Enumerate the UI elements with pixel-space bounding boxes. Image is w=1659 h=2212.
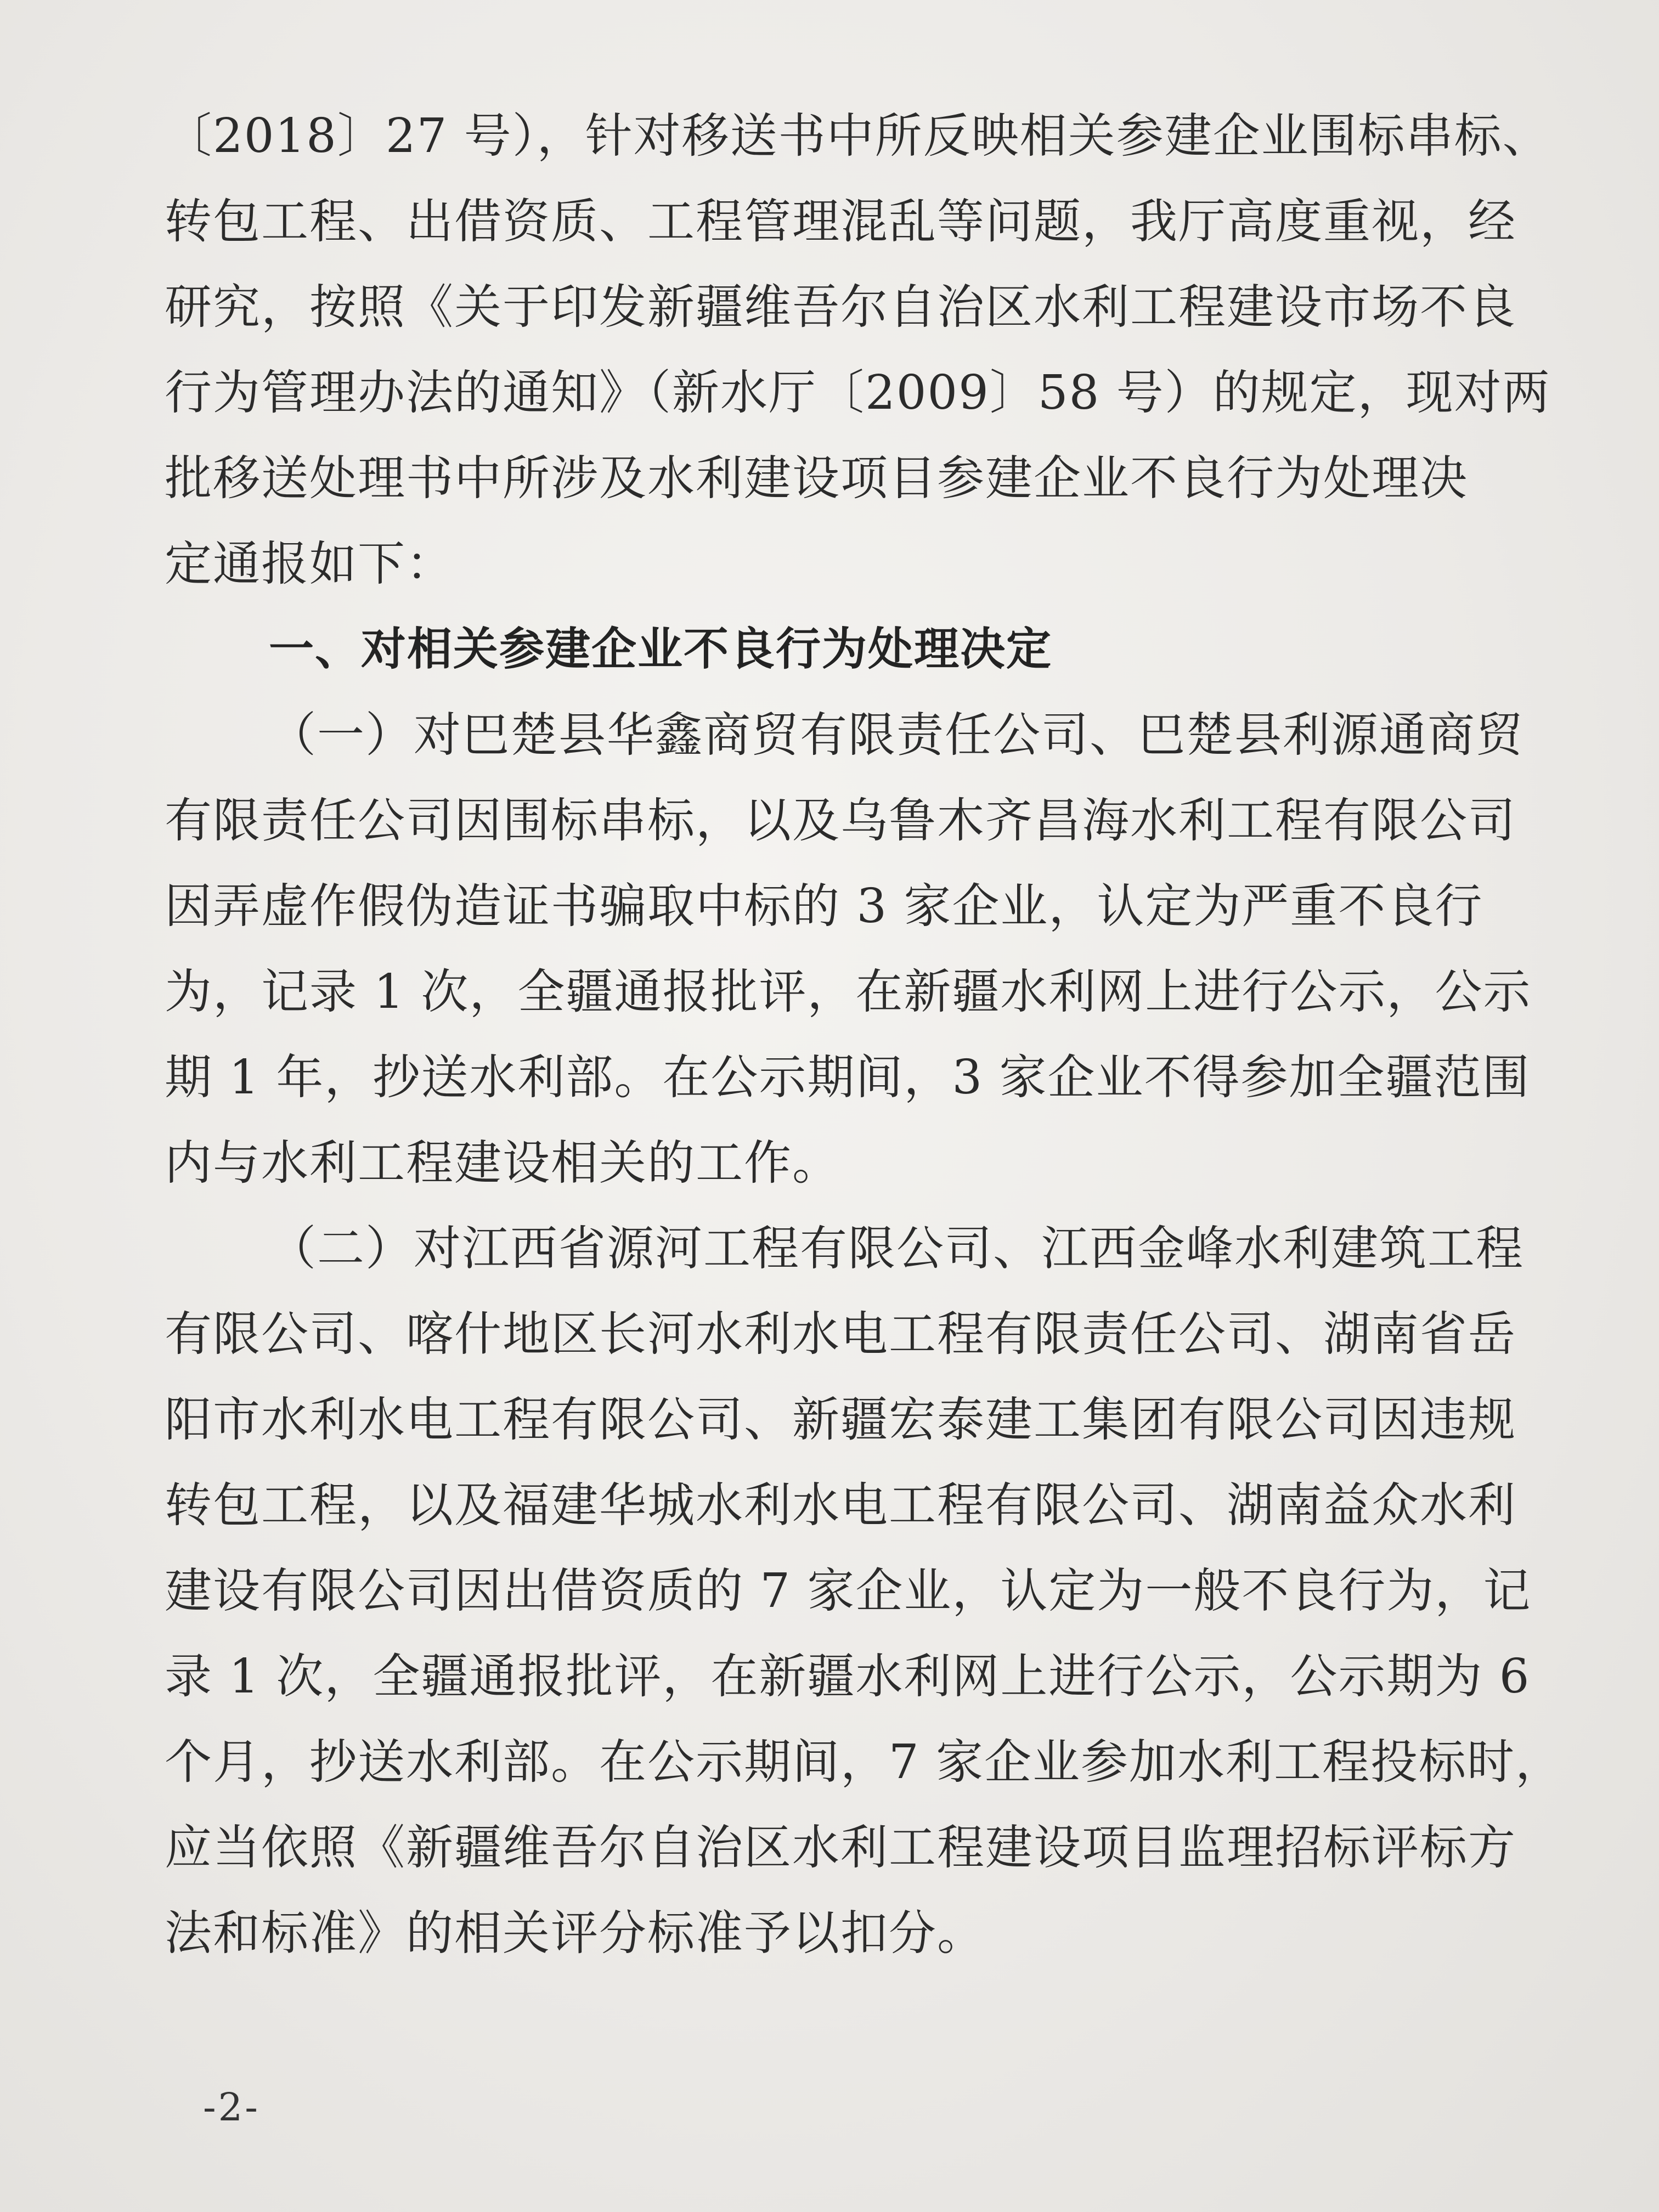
section1-line: 为，记录 1 次，全疆通报批评，在新疆水利网上进行公示，公示 <box>165 964 1532 1019</box>
section1-line: （一）对巴楚县华鑫商贸有限责任公司、巴楚县利源通商贸 <box>269 708 1524 763</box>
intro-line: 批移送处理书中所涉及水利建设项目参建企业不良行为处理决 <box>165 451 1468 506</box>
intro-line: 行为管理办法的通知》（新水厅〔2009〕58 号）的规定，现对两 <box>165 365 1551 420</box>
section2-line: 录 1 次，全疆通报批评，在新疆水利网上进行公示，公示期为 6 <box>165 1649 1531 1704</box>
intro-line: 定通报如下： <box>165 537 454 591</box>
section2-line: 个月，抄送水利部。在公示期间，7 家企业参加水利工程投标时， <box>165 1735 1564 1790</box>
section2-line: 法和标准》的相关评分标准予以扣分。 <box>165 1906 985 1961</box>
intro-line: 研究，按照《关于印发新疆维吾尔自治区水利工程建设市场不良 <box>165 280 1516 335</box>
section1-line: 内与水利工程建设相关的工作。 <box>165 1136 840 1190</box>
page-number: -2- <box>203 2085 260 2130</box>
section1-line: 有限责任公司因围标串标，以及乌鲁木齐昌海水利工程有限公司 <box>165 793 1516 848</box>
section2-line: 转包工程，以及福建华城水利水电工程有限公司、湖南益众水利 <box>165 1478 1516 1533</box>
document-body <box>165 93 1564 1976</box>
intro-line: 〔2018〕27 号），针对移送书中所反映相关参建企业围标串标、 <box>165 109 1551 163</box>
section2-line: （二）对江西省源河工程有限公司、江西金峰水利建筑工程 <box>269 1221 1524 1276</box>
section2-line: 应当依照《新疆维吾尔自治区水利工程建设项目监理招标评标方 <box>165 1820 1516 1875</box>
intro-line: 转包工程、出借资质、工程管理混乱等问题，我厅高度重视，经 <box>165 194 1516 249</box>
section1-line: 因弄虚作假伪造证书骗取中标的 3 家企业，认定为严重不良行 <box>165 879 1483 934</box>
section1-line: 期 1 年，抄送水利部。在公示期间，3 家企业不得参加全疆范围 <box>165 1050 1531 1105</box>
section-heading: 一、对相关参建企业不良行为处理决定 <box>269 623 1053 675</box>
section2-line: 阳市水利水电工程有限公司、新疆宏泰建工集团有限公司因违规 <box>165 1392 1516 1447</box>
section2-line: 建设有限公司因出借资质的 7 家企业，认定为一般不良行为，记 <box>165 1564 1532 1618</box>
section2-line: 有限公司、喀什地区长河水利水电工程有限责任公司、湖南省岳 <box>165 1307 1516 1362</box>
